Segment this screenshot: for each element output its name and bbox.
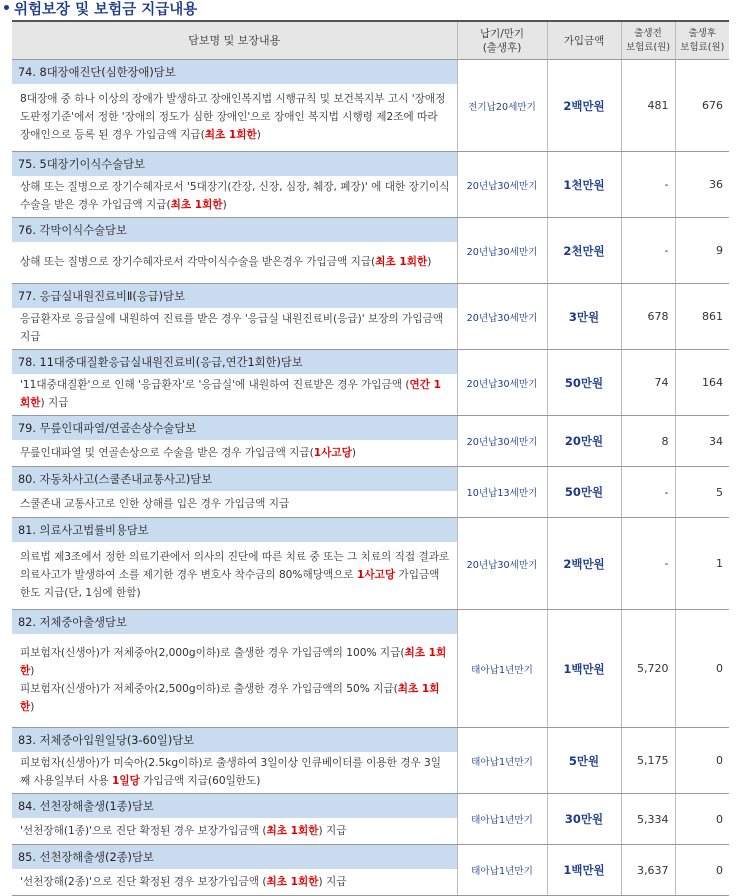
coverage-amount: 50만원	[547, 467, 621, 518]
coverage-title-row	[12, 794, 729, 819]
highlight-text: 1사고당	[357, 569, 396, 581]
premium-after-birth: 5	[675, 467, 729, 518]
description-text: ) 지급	[40, 397, 69, 409]
description-text: '선천장해(1종)'으로 진단 확정된 경우 보장가입금액 (	[20, 824, 267, 837]
coverage-title-row	[12, 467, 729, 492]
description-text: '11대중대질환'으로 인해 '응급환자'로 '응급실'에 내원하여 진료받은 경우 가입금액 (	[20, 379, 410, 391]
description-text: 상해 또는 질병으로 장기수혜자로서 각막이식수술을 받은경우 가입금액 지급(	[20, 256, 376, 268]
premium-after-birth: 676	[675, 60, 729, 152]
coverage-period: 20년납30세만기	[457, 518, 547, 610]
coverage-name: 82. 저체중아출생담보	[12, 610, 457, 635]
coverage-description	[12, 308, 457, 350]
premium-after-birth: 0	[675, 728, 729, 794]
coverage-period: 태아납1년만기	[457, 610, 547, 728]
coverage-description	[12, 374, 457, 416]
description-text: 상해 또는 질병으로 장기수혜자로서 '5대장기(간장, 신장, 심장, 췌장, 폐장)' 에 대한 장기이식수술을 받은 경우 가입금액 지급(	[20, 181, 450, 211]
coverage-description	[12, 440, 457, 467]
coverage-period: 20년납30세만기	[457, 416, 547, 467]
coverage-description	[12, 242, 457, 284]
premium-before-birth: -	[621, 518, 675, 610]
premium-after-birth: 9	[675, 218, 729, 284]
coverage-amount: 1천만원	[547, 152, 621, 218]
bullet-icon	[4, 5, 9, 10]
coverage-name: 84. 선천장해출생(1종)담보	[12, 794, 457, 819]
coverage-name: 83. 저체중아입원일당(3-60일)담보	[12, 728, 457, 753]
coverage-amount: 3만원	[547, 284, 621, 350]
premium-before-birth: 3,637	[621, 845, 675, 896]
premium-before-birth: -	[621, 467, 675, 518]
coverage-name: 80. 자동차사고(스쿨존내교통사고)담보	[12, 467, 457, 492]
table-body	[12, 60, 729, 896]
coverage-period: 태아납1년만기	[457, 845, 547, 896]
coverage-name: 74. 8대장애진단(심한장애)담보	[12, 60, 457, 85]
description-text: '선천장해(2종)'으로 진단 확정된 경우 보장가입금액 (	[20, 875, 267, 888]
highlight-text: 최초 1회한	[20, 683, 440, 713]
coverage-name: 77. 응급실내원진료비Ⅱ(응급)담보	[12, 284, 457, 309]
highlight-text: 연간 1회한	[20, 379, 442, 409]
premium-before-birth: -	[621, 218, 675, 284]
coverage-description	[12, 818, 457, 845]
coverage-period: 태아납1년만기	[457, 728, 547, 794]
description-text: 무릎인대파열 및 연골손상으로 수술을 받은 경우 가입금액 지급(	[20, 446, 314, 459]
coverage-name: 76. 각막이식수술담보	[12, 218, 457, 243]
coverage-amount: 20만원	[547, 416, 621, 467]
premium-before-birth: 8	[621, 416, 675, 467]
description-text: 8대장애 중 하나 이상의 장애가 발생하고 장애인복지법 시행규칙 및 보건복지부 고시 '장애정도판정기준'에서 정한 '장애의 정도가 심한 장애인'으로 장애인 복지법 시행령 제2조에 따라 장애인으로 등록 된 경우 가입금액 지급(	[20, 93, 446, 141]
highlight-text: 최초 1회한	[170, 199, 223, 211]
coverage-amount: 1백만원	[547, 610, 621, 728]
coverage-description	[12, 752, 457, 794]
coverage-title-row	[12, 610, 729, 635]
premium-after-birth: 164	[675, 350, 729, 416]
coverage-description	[12, 542, 457, 610]
coverage-title-row	[12, 218, 729, 243]
coverage-title-row	[12, 284, 729, 309]
section-header	[0, 0, 741, 20]
premium-after-birth: 861	[675, 284, 729, 350]
highlight-text: 최초 1회한	[204, 129, 257, 141]
coverage-title-row	[12, 60, 729, 85]
header-after-birth-label: 출생후 보험료(원)	[680, 27, 725, 53]
coverage-period: 10년납13세만기	[457, 467, 547, 518]
description-text: 응급환자로 응급실에 내원하여 진료를 받은 경우 '응급실 내원진료비(응급)' 보장의 가입금액 지급	[20, 313, 444, 343]
premium-after-birth: 0	[675, 794, 729, 845]
premium-after-birth: 34	[675, 416, 729, 467]
coverage-amount: 5만원	[547, 728, 621, 794]
coverage-description	[12, 176, 457, 218]
coverage-table	[12, 20, 729, 896]
coverage-period: 전기납20세만기	[457, 60, 547, 152]
description-text: 가입금액 지급(60일한도)	[139, 775, 261, 787]
premium-after-birth: 36	[675, 152, 729, 218]
description-text: )	[222, 199, 227, 211]
header-amount: 가입금액	[547, 21, 621, 60]
premium-before-birth: -	[621, 152, 675, 218]
description-text: )	[256, 129, 261, 141]
highlight-text: 최초 1회한	[20, 647, 447, 677]
premium-before-birth: 481	[621, 60, 675, 152]
coverage-description	[12, 869, 457, 896]
coverage-name: 81. 의료사고법률비용담보	[12, 518, 457, 543]
premium-before-birth: 74	[621, 350, 675, 416]
premium-before-birth: 5,720	[621, 610, 675, 728]
highlight-text: 최초 1회한	[266, 875, 319, 888]
description-text: ) 지급	[318, 875, 347, 888]
description-text: 피보험자(신생아)가 저체중아(2,000g이하)로 출생한 경우 가입금액의 100% 지급(	[20, 647, 405, 659]
premium-before-birth: 678	[621, 284, 675, 350]
premium-after-birth: 0	[675, 610, 729, 728]
coverage-title-row	[12, 152, 729, 177]
description-text: )	[427, 256, 432, 268]
coverage-title-row	[12, 350, 729, 375]
header-period-label: 납기/만기 (출생후)	[479, 27, 525, 54]
coverage-period: 태아납1년만기	[457, 794, 547, 845]
description-text: 가입금액 한도 지급(단, 1심에 한함)	[20, 569, 440, 599]
coverage-amount: 50만원	[547, 350, 621, 416]
coverage-title-row	[12, 416, 729, 441]
header-before-birth	[621, 21, 675, 60]
coverage-description	[12, 491, 457, 518]
coverage-name: 78. 11대중대질환응급실내원진료비(응급,연간1회한)담보	[12, 350, 457, 375]
coverage-period: 20년납30세만기	[457, 152, 547, 218]
highlight-text: 1일당	[111, 775, 140, 787]
coverage-name: 85. 선천장해출생(2종)담보	[12, 845, 457, 870]
description-text: )	[30, 665, 35, 677]
coverage-amount: 2천만원	[547, 218, 621, 284]
coverage-period: 20년납30세만기	[457, 350, 547, 416]
coverage-title-row	[12, 728, 729, 753]
coverage-title-row	[12, 845, 729, 870]
description-text: )	[351, 446, 356, 459]
description-text: )	[30, 701, 35, 713]
header-before-birth-label: 출생전 보험료(원)	[625, 27, 671, 53]
header-coverage: 담보명 및 보장내용	[12, 21, 457, 60]
header-after-birth	[675, 21, 729, 60]
coverage-amount: 2백만원	[547, 60, 621, 152]
highlight-text: 최초 1회한	[375, 256, 428, 268]
coverage-amount: 2백만원	[547, 518, 621, 610]
description-text: ) 지급	[318, 824, 347, 837]
coverage-description	[12, 634, 457, 728]
coverage-amount: 30만원	[547, 794, 621, 845]
description-text: 피보험자(신생아)가 미숙아(2.5kg이하)로 출생하여 3일이상 인큐베이터를 이용한 경우 3일째 사용일부터 사용	[20, 757, 441, 787]
coverage-period: 20년납30세만기	[457, 284, 547, 350]
coverage-amount: 1백만원	[547, 845, 621, 896]
description-text: 스쿨존내 교통사고로 인한 상해를 입은 경우 가입금액 지급	[20, 497, 290, 510]
premium-before-birth: 5,175	[621, 728, 675, 794]
coverage-title-row	[12, 518, 729, 543]
description-text: 의료법 제3조에서 정한 의료기관에서 의사의 진단에 따른 치료 중 또는 그 치료의 직접 결과로 의료사고가 발생하여 소를 제기한 경우 변호사 착수금의 80%해당액으로	[20, 551, 450, 581]
description-text: 피보험자(신생아)가 저체중아(2,500g이하)로 출생한 경우 가입금액의 50% 지급(	[20, 683, 398, 695]
coverage-period: 20년납30세만기	[457, 218, 547, 284]
header-period	[457, 21, 547, 60]
coverage-name: 75. 5대장기이식수술담보	[12, 152, 457, 177]
coverage-description	[12, 84, 457, 152]
section-title: 위험보장 및 보험금 지급내용	[14, 2, 198, 18]
highlight-text: 최초 1회한	[266, 824, 319, 837]
highlight-text: 1사고당	[313, 446, 352, 459]
premium-after-birth: 1	[675, 518, 729, 610]
premium-after-birth: 0	[675, 845, 729, 896]
coverage-name: 79. 무릎인대파열/연골손상수술담보	[12, 416, 457, 441]
premium-before-birth: 5,334	[621, 794, 675, 845]
table-header-row	[12, 21, 729, 60]
